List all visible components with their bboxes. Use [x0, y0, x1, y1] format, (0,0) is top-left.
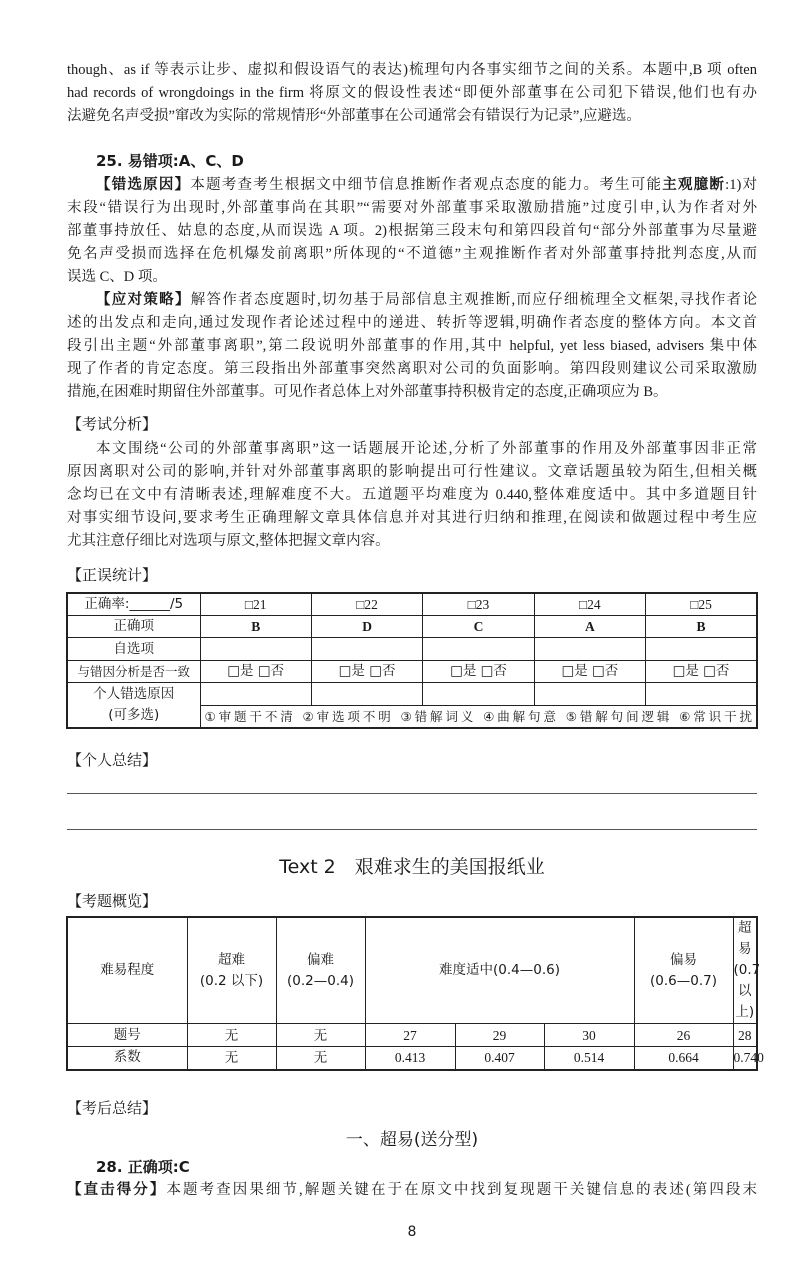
q28-heading: 28. 正确项:C	[96, 1157, 190, 1176]
level-cell	[733, 917, 761, 1024]
level-range: (0.6—0.7)	[650, 972, 717, 989]
level-range: (0.2 以下)	[199, 972, 264, 989]
question-checkbox[interactable]: □25	[646, 593, 757, 616]
accuracy-label: 正确率:______/5	[67, 593, 200, 616]
question-number: 27	[365, 1024, 455, 1047]
text-line: 述的出发点和走向,通过发现作者论述过程中的递进、转折等逻辑,明确作者态度的整体方向。本文首	[67, 315, 757, 331]
text-segment: 解答作者态度题时,切勿基于局部信息主观推断,而应仔细梳理全文框架,寻找作者论	[190, 292, 758, 308]
text-line	[67, 174, 757, 197]
writing-line[interactable]	[67, 829, 757, 830]
question-number: 29	[455, 1024, 544, 1047]
text-line: had records of wrongdoings in the firm 将原文的假设性表述“即便外部董事在公司犯下错误,他们也有办	[67, 85, 757, 101]
coefficient: 0.514	[544, 1047, 634, 1070]
q28-explanation	[67, 1179, 757, 1202]
table-row	[67, 1024, 757, 1047]
level-name: 超难	[218, 951, 245, 968]
reason-option[interactable]: ⑤错解句间逻辑	[565, 709, 673, 724]
table-row	[67, 683, 757, 706]
question-checkbox[interactable]: □22	[311, 593, 422, 616]
text-line	[67, 289, 757, 312]
coefficient: 无	[276, 1047, 365, 1070]
table-row	[67, 593, 757, 616]
reason-options	[200, 706, 757, 729]
text-segment: 本题考查因果细节,解题关键在于在原文中找到复现题干关键信息的表述(第四段末	[166, 1181, 757, 1198]
post-exam-heading: 【考后总结】	[67, 1098, 158, 1117]
coefficient: 0.413	[365, 1047, 455, 1070]
emphasis: 主观臆断	[662, 177, 726, 193]
reason-option[interactable]: ②审选项不明	[302, 709, 394, 724]
text-line: 原因离职对公司的影响,并针对外部董事离职的影响提出可行性建议。文章话题虽较为陌生,但相关概	[67, 464, 757, 480]
text-line	[67, 1179, 757, 1202]
level-name: 难度适中(0.4—0.6)	[365, 917, 634, 1024]
text-line: 法避免名声受损”窜改为实际的常规情形“外部董事在公司通常会有错误行为记录”,应避选。	[67, 108, 641, 124]
correct-answer: B	[200, 616, 311, 638]
question-number: 30	[544, 1024, 634, 1047]
question-number: 无	[187, 1024, 276, 1047]
reason-option[interactable]: ①审题干不清	[204, 709, 296, 724]
text-line: 免名声受损而选择在危机爆发前离职”所体现的“不道德”主观推断作者对外部董事持批判态度,从而	[67, 246, 757, 262]
row-label: 正确项	[67, 616, 200, 638]
reason-option[interactable]: ③错解词义	[400, 709, 477, 724]
self-answer-cell[interactable]	[423, 638, 534, 661]
text-line: 段引出主题“外部董事离职”,第二段说明外部董事的作用,其中 helpful, yet less biased, advisers 集中体	[67, 338, 757, 354]
level-range: (0.2—0.4)	[287, 972, 354, 989]
yes-no-checkbox[interactable]: □是 □否	[534, 661, 645, 683]
table-row	[67, 638, 757, 661]
row-label: 系数	[67, 1047, 187, 1070]
q25-heading: 25. 易错项:A、C、D	[96, 152, 244, 170]
self-answer-cell[interactable]	[311, 638, 422, 661]
row-label: 难易程度	[67, 917, 187, 1024]
text-line: 对事实细节设问,要求考生正确理解文章具体信息并对其进行归纳和推理,在阅读和做题过程中考生应	[67, 510, 757, 526]
direct-score-label: 【直击得分】	[67, 1181, 167, 1198]
reason-option[interactable]: ④曲解句意	[483, 709, 559, 724]
reason-cell[interactable]	[534, 683, 645, 706]
text-line: 尤其注意仔细比对选项与原文,整体把握文章内容。	[67, 533, 390, 549]
table-row	[67, 661, 757, 683]
table-row	[67, 1047, 757, 1070]
question-checkbox[interactable]: □23	[423, 593, 534, 616]
question-number: 28	[733, 1024, 757, 1047]
yes-no-checkbox[interactable]: □是 □否	[646, 661, 757, 683]
text-segment: :1)对	[725, 177, 758, 193]
coefficient: 0.740	[733, 1047, 757, 1070]
text-line: 措施,在困难时期留住外部董事。可见作者总体上对外部董事持积极肯定的态度,正确项应为 B。	[67, 384, 668, 400]
text-line: 末段“错误行为出现时,外部董事尚在其职”“需要对外部董事采取激励措施”过度引申,认为作者对外	[67, 200, 757, 216]
section-title: 一、超易(送分型)	[345, 1129, 479, 1150]
text-line: 误选 C、D 项。	[67, 269, 167, 285]
reason-cell[interactable]	[311, 683, 422, 706]
overview-heading: 【考题概览】	[67, 892, 158, 910]
table-row	[67, 616, 757, 638]
wrong-reason-label: 【错选原因】	[96, 177, 191, 193]
level-cell	[276, 917, 365, 1024]
level-cell	[187, 917, 276, 1024]
level-name: 超易	[738, 920, 752, 957]
row-label: 自选项	[67, 638, 200, 661]
q24-explanation-continued	[67, 59, 757, 128]
text-line: 本文围绕“公司的外部董事离职”这一话题展开论述,分析了外部董事的作用及外部董事因非正常	[96, 441, 757, 457]
coefficient: 0.664	[634, 1047, 733, 1070]
coefficient: 无	[187, 1047, 276, 1070]
row-label: 与错因分析是否一致	[67, 661, 200, 683]
level-cell	[634, 917, 733, 1024]
question-number: 26	[634, 1024, 733, 1047]
question-number: 无	[276, 1024, 365, 1047]
exam-analysis-body	[67, 438, 757, 553]
question-checkbox[interactable]: □21	[200, 593, 311, 616]
difficulty-overview-table	[66, 916, 764, 1071]
q25-wrong-reason	[67, 174, 757, 289]
question-checkbox[interactable]: □24	[534, 593, 645, 616]
stats-heading: 【正误统计】	[67, 566, 158, 584]
self-answer-cell[interactable]	[646, 638, 757, 661]
self-answer-cell[interactable]	[200, 638, 311, 661]
coefficient: 0.407	[455, 1047, 544, 1070]
text-line: 念均已在文中有清晰表述,理解难度不大。五道题平均难度为 0.440,整体难度适中。其中多道题目针	[67, 487, 757, 503]
reason-cell[interactable]	[200, 683, 311, 706]
row-label: 题号	[67, 1024, 187, 1047]
text-line: 现了作者的肯定态度。第三段指出外部董事突然离职对公司的负面影响。第四段则建议公司采取激励	[67, 361, 757, 377]
text2-title: Text 2 艰难求生的美国报纸业	[279, 856, 545, 878]
correct-answer: D	[311, 616, 422, 638]
yes-no-checkbox[interactable]: □是 □否	[311, 661, 422, 683]
text-line: 部董事持放任、姑息的态度,从而误选 A 项。2)根据第三段末句和第四段首句“部分外部董事为尽量避	[67, 223, 757, 239]
reason-cell[interactable]	[646, 683, 757, 706]
yes-no-checkbox[interactable]: □是 □否	[423, 661, 534, 683]
reason-cell[interactable]	[423, 683, 534, 706]
level-name: 偏难	[307, 951, 334, 968]
accuracy-stats-table	[66, 592, 758, 729]
reason-option[interactable]: ⑥常识干扰	[679, 709, 752, 724]
self-answer-cell[interactable]	[534, 638, 645, 661]
row-label	[67, 683, 200, 729]
q25-strategy	[67, 289, 757, 404]
table-row	[67, 917, 757, 1024]
personal-summary-heading: 【个人总结】	[67, 751, 158, 769]
exam-analysis-heading: 【考试分析】	[67, 415, 158, 433]
correct-answer: B	[646, 616, 757, 638]
level-name: 偏易	[670, 951, 698, 968]
yes-no-checkbox[interactable]: □是 □否	[200, 661, 311, 683]
correct-answer: C	[423, 616, 534, 638]
text-line: though、as if 等表示让步、虚拟和假设语气的表达)梳理句内各事实细节之间的关系。本题中,B 项 often	[67, 62, 757, 78]
reason-label-note: (可多选)	[108, 707, 160, 723]
page-number: 8	[407, 1223, 417, 1240]
writing-line[interactable]	[67, 793, 757, 794]
correct-answer: A	[534, 616, 645, 638]
reason-label: 个人错选原因	[93, 686, 175, 702]
level-range: (0.7 以上)	[733, 962, 761, 1020]
strategy-label: 【应对策略】	[96, 292, 191, 308]
text-segment: 本题考查考生根据文中细节信息推断作者观点态度的能力。考生可能	[190, 177, 663, 193]
